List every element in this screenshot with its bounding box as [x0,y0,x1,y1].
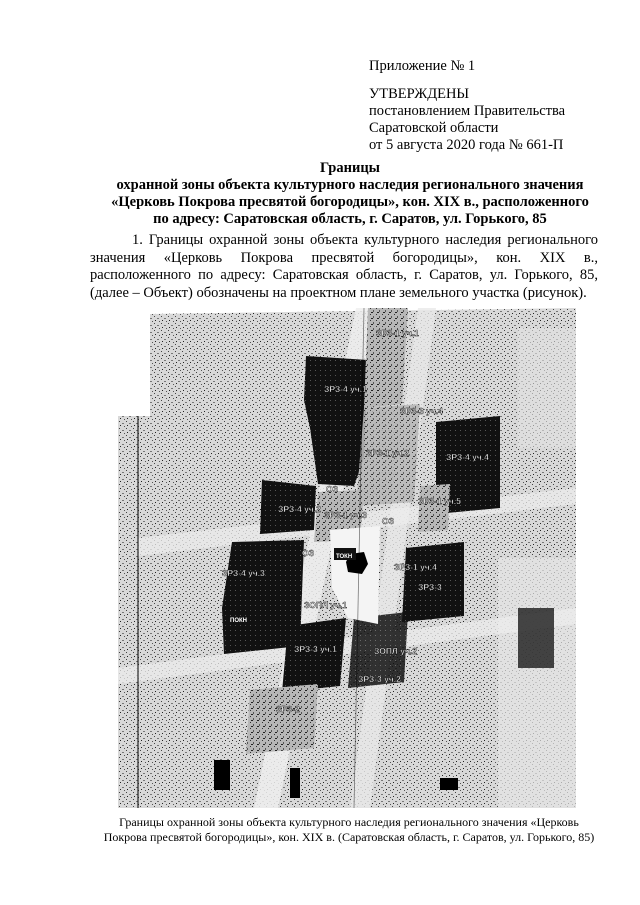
zone-zrz3-uch3 [282,618,346,692]
label-oz-1: ОЗ [326,484,338,494]
label-zrz3-right: ЗРЗ-3 [418,582,442,592]
approval-line-3: от 5 августа 2020 года № 661-П [369,137,564,153]
heading-line-4: по адресу: Саратовская область, г. Саратов, ул. Горького, 85 [153,211,547,227]
caption-line-1: Границы охранной зоны объекта культурного наследия регионального значения «Церковь [119,815,579,829]
label-oz-3: ОЗ [302,548,314,558]
map-caption [88,815,610,845]
approval-line-1: постановлением Правительства [369,103,566,119]
map-light-area [518,328,576,448]
approval-line-2: Саратовской области [369,120,499,136]
building [518,608,554,668]
map-light-area [498,558,576,808]
label-oz-2: ОЗ [382,516,394,526]
body-paragraph: 1. Границы охранной зоны объекта культурного наследия регионального значения «Церковь Покрова пресвятой богородицы», кон. XIX в., расположенного по адресу: Саратовская область, г. Саратов, ул. Горького, 85, (далее – Объект) обозначены на проектном плане земельного участка (рисунок). [90,232,598,301]
approval-block [369,58,565,154]
zone-zrz1-uch5 [418,484,450,532]
label-zrz1-uch3: ЗРЗ-1 уч.3 [324,510,367,520]
building [214,760,230,790]
label-zrz4-uch2: ЗРЗ-4 уч.2 [278,504,321,514]
label-zrz4-uch3: ЗРЗ-4 уч.3 [222,568,265,578]
label-object: ТОКН [336,554,353,560]
building [440,778,458,790]
land-plot-map [118,308,576,808]
label-zrz3-uch2: ЗРЗ-3 уч.2 [358,674,401,684]
zone-zrz2 [246,684,318,754]
label-zrz4-uch4: ЗРЗ-4 уч.4 [446,452,489,462]
appendix-number: Приложение № 1 [369,58,476,74]
label-pokn: ПОКН [230,618,247,624]
heading-line-1: Границы [319,160,380,176]
label-zrz1-uch4: ЗРЗ-1 уч.4 [394,562,437,572]
caption-line-2: Покрова пресвятой богородицы», кон. XIX в. (Саратовская область, г. Саратов, ул. Горького, 85) [103,830,595,844]
heading-line-2: охранной зоны объекта культурного наследия регионального значения [116,177,584,193]
approved-label: УТВЕРЖДЕНЫ [369,86,470,102]
zone-zrz1-uch1 [364,308,408,408]
label-zrz3-uch1: ЗРЗ-3 уч.1 [294,644,337,654]
label-zrz1-uch5: ЗРЗ-1 уч.5 [418,496,461,506]
label-zrz4-uch1: ЗРЗ-4 уч.1 [324,384,367,394]
label-zrz1-uch1: ЗРЗ-1 уч.1 [376,328,419,338]
label-zrz1-uch2: ЗРЗ-1 уч.2 [366,448,409,458]
document-heading [70,160,630,228]
label-zopl-uch2: ЗОПЛ уч.2 [374,646,418,656]
label-zopl-uch1: ЗОПЛ уч.1 [304,600,348,610]
building [290,768,300,798]
heading-line-3: «Церковь Покрова пресвятой богородицы», кон. XIX в., расположенного [111,194,589,210]
label-zrz2: ЗРЗ-2 [276,704,300,714]
label-zrz3-uch4: ЗРЗ-3 уч.4 [400,406,443,416]
